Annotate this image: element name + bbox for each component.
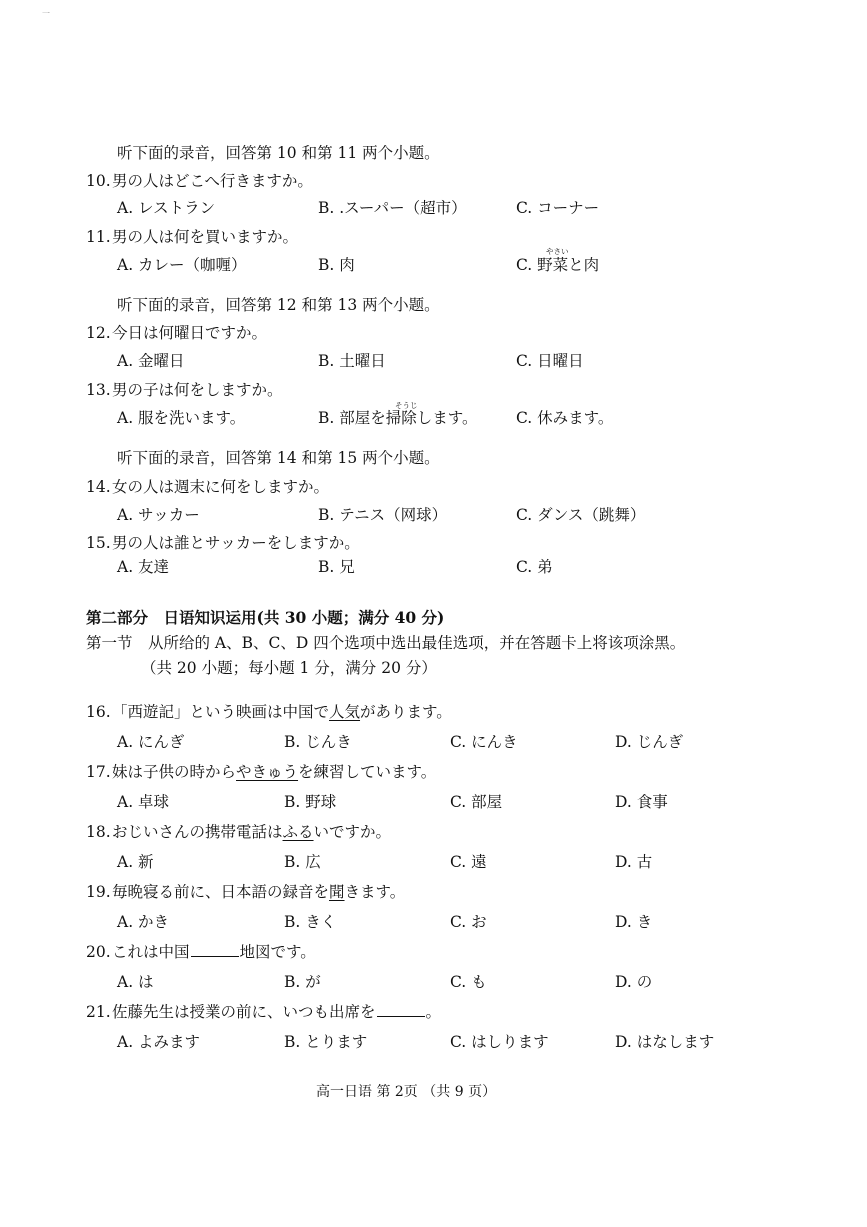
option-d: D. 古 (615, 853, 653, 871)
option-c: C. も (450, 973, 487, 991)
answer-blank (191, 955, 239, 957)
stem-after: いですか。 (313, 823, 392, 841)
question-number: 13. (86, 381, 111, 399)
stem-after: があります。 (360, 703, 452, 721)
option-b: B. 部屋を掃除します。 (318, 409, 478, 427)
option-b: B. 広 (284, 853, 321, 871)
stem-before: 毎晩寝る前に、日本語の録音を (112, 883, 330, 901)
underlined-word: ふる (282, 823, 314, 841)
corner-mark: 一 (42, 9, 50, 18)
option-c: C. ダンス（跳舞） (516, 506, 646, 524)
question-number: 17. (86, 763, 111, 781)
question-number: 18. (86, 823, 111, 841)
option-a: A. にんぎ (117, 733, 185, 751)
question-stem (112, 945, 316, 961)
question-number: 10. (86, 172, 111, 190)
question-stem (112, 1005, 441, 1021)
section-instruction: 听下面的录音，回答第 14 和第 15 两个小题。 (117, 449, 440, 467)
option-b: B. 兄 (318, 558, 355, 576)
option-c: C. 部屋 (450, 793, 503, 811)
furigana: やさい (546, 247, 569, 256)
question-text: 男の子は何をしますか。 (112, 381, 283, 399)
question-number: 12. (86, 324, 111, 342)
option-c: C. お (450, 913, 487, 931)
option-a: A. 卓球 (117, 793, 170, 811)
option-c: C. 遠 (450, 853, 487, 871)
option-a: A. 新 (117, 853, 154, 871)
option-c: C. 休みます。 (516, 409, 614, 427)
question-number: 19. (86, 883, 111, 901)
option-b: B. 肉 (318, 256, 355, 274)
question-number: 14. (86, 478, 111, 496)
option-d: D. き (615, 913, 653, 931)
stem-after: きます。 (344, 883, 406, 901)
option-a: A. かき (117, 913, 170, 931)
stem-before: おじいさんの携帯電話は (112, 823, 283, 841)
option-b: B. とります (284, 1033, 368, 1051)
option-c: C. 野菜と肉 (516, 256, 600, 274)
option-a: A. 金曜日 (117, 352, 185, 370)
option-c: C. はしります (450, 1033, 549, 1051)
underlined-word: やきゅう (236, 763, 299, 781)
question-number: 15. (86, 534, 111, 552)
option-d: D. はなします (615, 1033, 715, 1051)
option-b: B. きく (284, 913, 337, 931)
question-text: 女の人は週末に何をしますか。 (112, 478, 330, 496)
stem-after: を練習しています。 (298, 763, 437, 781)
option-c: C. 弟 (516, 558, 553, 576)
question-text: 男の人はどこへ行きますか。 (112, 172, 313, 190)
option-b: B. じんき (284, 733, 352, 751)
section-instruction: 听下面的录音，回答第 10 和第 11 两个小题。 (117, 144, 440, 162)
option-b: B. 土曜日 (318, 352, 386, 370)
option-a: A. 友達 (117, 558, 170, 576)
stem-after: 。 (425, 1003, 442, 1021)
option-a: A. 服を洗います。 (117, 409, 246, 427)
option-a: A. サッカー (117, 506, 200, 524)
question-number: 21. (86, 1003, 111, 1021)
page-footer: 高一日语 第 2页 （共 9 页） (316, 1084, 497, 1100)
option-d: D. 食事 (615, 793, 668, 811)
option-c: C. にんき (450, 733, 518, 751)
option-a: A. レストラン (117, 199, 216, 217)
question-text: 男の人は誰とサッカーをしますか。 (112, 534, 360, 552)
option-a: A. カレー（咖喱） (117, 256, 247, 274)
stem-before: 「西遊記」という映画は中国で (112, 703, 330, 721)
underlined-word: 人気 (329, 703, 361, 721)
option-a: A. は (117, 973, 154, 991)
stem-before: 佐藤先生は授業の前に、いつも出席を (112, 1003, 376, 1021)
stem-before: 妹は子供の時から (112, 763, 237, 781)
question-number: 11. (86, 228, 111, 246)
stem-after: 地図です。 (239, 943, 316, 961)
answer-blank (377, 1015, 425, 1017)
option-d: D. の (615, 973, 653, 991)
stem-before: これは中国 (112, 943, 190, 961)
question-stem (112, 705, 452, 721)
question-number: 16. (86, 703, 111, 721)
underlined-word: 聞 (329, 883, 345, 901)
question-text: 男の人は何を買いますか。 (112, 228, 299, 246)
question-stem (112, 885, 405, 901)
option-b: B. .スーパー（超市） (318, 199, 467, 217)
question-stem (112, 825, 391, 841)
option-b: B. テニス（网球） (318, 506, 448, 524)
question-text: 今日は何曜日ですか。 (112, 324, 268, 342)
question-number: 20. (86, 943, 111, 961)
section-score: （共 20 小题；每小题 1 分，满分 20 分） (141, 659, 437, 677)
option-a: A. よみます (117, 1033, 201, 1051)
furigana: そうじ (395, 401, 418, 410)
part-heading: 第二部分 日语知识运用(共 30 小题；满分 40 分) (86, 608, 445, 627)
section-instruction: 听下面的录音，回答第 12 和第 13 两个小题。 (117, 296, 440, 314)
option-c: C. 日曜日 (516, 352, 584, 370)
option-b: B. 野球 (284, 793, 337, 811)
option-d: D. じんぎ (615, 733, 684, 751)
option-b: B. が (284, 973, 321, 991)
question-stem (112, 765, 436, 781)
section-intro: 第一节 从所给的 A、B、C、D 四个选项中选出最佳选项，并在答题卡上将该项涂黑。 (86, 634, 686, 652)
option-c: C. コーナー (516, 199, 600, 217)
